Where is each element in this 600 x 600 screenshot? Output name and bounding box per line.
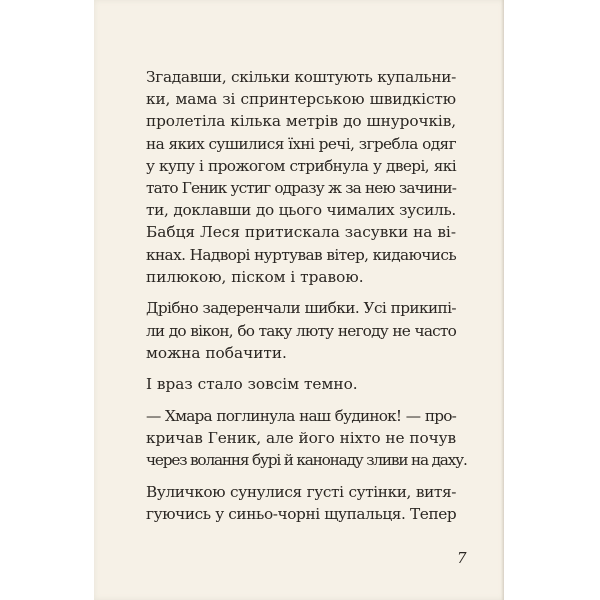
body-text <box>146 66 467 535</box>
text-line: тато Геник устиг одразу ж за нею зачини- <box>146 179 456 198</box>
paragraph <box>146 66 456 288</box>
text-line: у купу і прожогом стрибнула у двері, які <box>146 156 456 175</box>
text-line: кричав Геник, але його ніхто не почув <box>146 429 456 448</box>
text-line: Дрібно задеренчали шибки. Усі прикипі- <box>146 299 456 318</box>
text-line: гуючись у синьо-чорні щупальця. Тепер <box>146 505 457 524</box>
page-edge <box>501 0 504 600</box>
text-line: ки, мама зі спринтерською швидкістю <box>146 90 456 109</box>
paragraph <box>146 297 456 364</box>
text-line: — Хмара поглинула наш будинок! — про- <box>146 407 456 426</box>
text-line: Вуличкою сунулися густі сутінки, витя- <box>146 483 456 502</box>
page-number: 7 <box>457 549 467 567</box>
book-page <box>94 0 504 600</box>
text-line: ти, доклавши до цього чималих зусиль. <box>146 201 456 220</box>
paragraph <box>146 405 467 472</box>
text-line: І враз стало зовсім темно. <box>146 375 358 394</box>
text-line: через волання бурі й канонаду зливи на даху. <box>146 451 467 470</box>
text-line: пилюкою, піском і травою. <box>146 267 364 286</box>
text-line: на яких сушилися їхні речі, згребла одяг <box>146 134 456 153</box>
text-line: кнах. Надворі нуртував вітер, кидаючись <box>146 245 457 264</box>
text-line: пролетіла кілька метрів до шнурочків, <box>146 112 456 131</box>
paragraph <box>146 481 456 525</box>
text-line: ли до вікон, бо таку люту негоду не часто <box>146 321 456 340</box>
paragraph <box>146 373 456 395</box>
text-line: Згадавши, скільки коштують купальни- <box>146 68 456 86</box>
text-line: можна побачити. <box>146 343 287 362</box>
text-line: Бабця Леся притискала засувки на ві- <box>146 223 456 242</box>
